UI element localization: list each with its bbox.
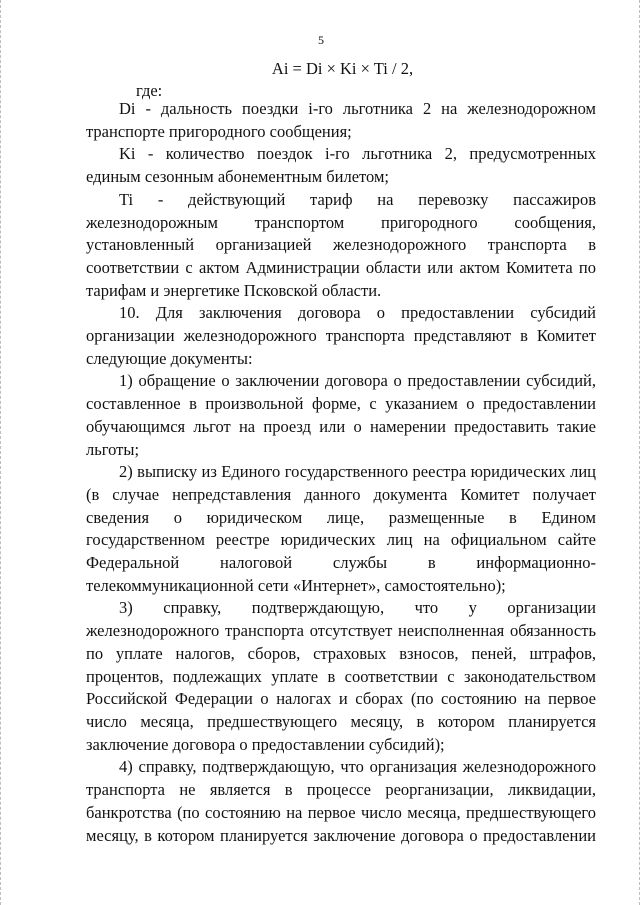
paragraph-ti-definition: Ti - действующий тариф на перевозку пассажиров железнодорожным транспортом пригородного сообщения, установленный организацией железнодорожного транспорта в соответствии с актом Администрации области или актом Комитета по тарифам и энергетике Псковской области. [86, 189, 596, 300]
paragraph-subitem-2: 2) выписку из Единого государственного реестра юридических лиц (в случае непредставления данного документа Комитет получает сведения о юридическом лице, размещенные в Едином государственном реестре юридических лиц на официальном сайте Федеральной налоговой службы в информационно-телекоммуникационной сети «Интернет», самостоятельно); [86, 462, 596, 595]
page-number: 5 [318, 33, 324, 47]
paragraph-item-10: 10. Для заключения договора о предоставлении субсидий организации железнодорожного транспорта представляют в Комитет следующие документы: [86, 303, 596, 368]
paragraph-ki-definition: Ki - количество поездок i-го льготника 2, предусмотренных единым сезонным абонементным билетом; [86, 144, 596, 187]
paragraph-subitem-1: 1) обращение о заключении договора о предоставлении субсидий, составленное в произвольной форме, с указанием о предоставлении обучающимся льгот на проезд или о намерении предоставить такие льготы; [86, 371, 596, 459]
formula: Ai = Di × Ki × Ti / 2, [271, 59, 414, 78]
paragraph-di-definition: Di - дальность поездки i-го льготника 2 на железнодорожном транспорте пригородного сообщения; [86, 99, 596, 141]
paragraph-subitem-3: 3) справку, подтверждающую, что у организации железнодорожного транспорта отсутствует неисполненная обязанность по уплате налогов, сборов, страховых взносов, пеней, штрафов, процентов, подлежащих уплате в соответствии с законодательством Российской Федерации о налогах и сборах (по состоянию на первое число месяца, предшествующего месяцу, в котором планируется заключение договора о предоставлении субсидий); [86, 598, 596, 754]
where-label: где: [136, 81, 163, 100]
document-body [86, 98, 596, 847]
paragraph-subitem-4: 4) справку, подтверждающую, что организация железнодорожного транспорта не является в процессе реорганизации, ликвидации, банкротства (по состоянию на первое число месяца, предшествующего месяцу, в котором планируется заключение договора о предоставлении [86, 757, 596, 845]
